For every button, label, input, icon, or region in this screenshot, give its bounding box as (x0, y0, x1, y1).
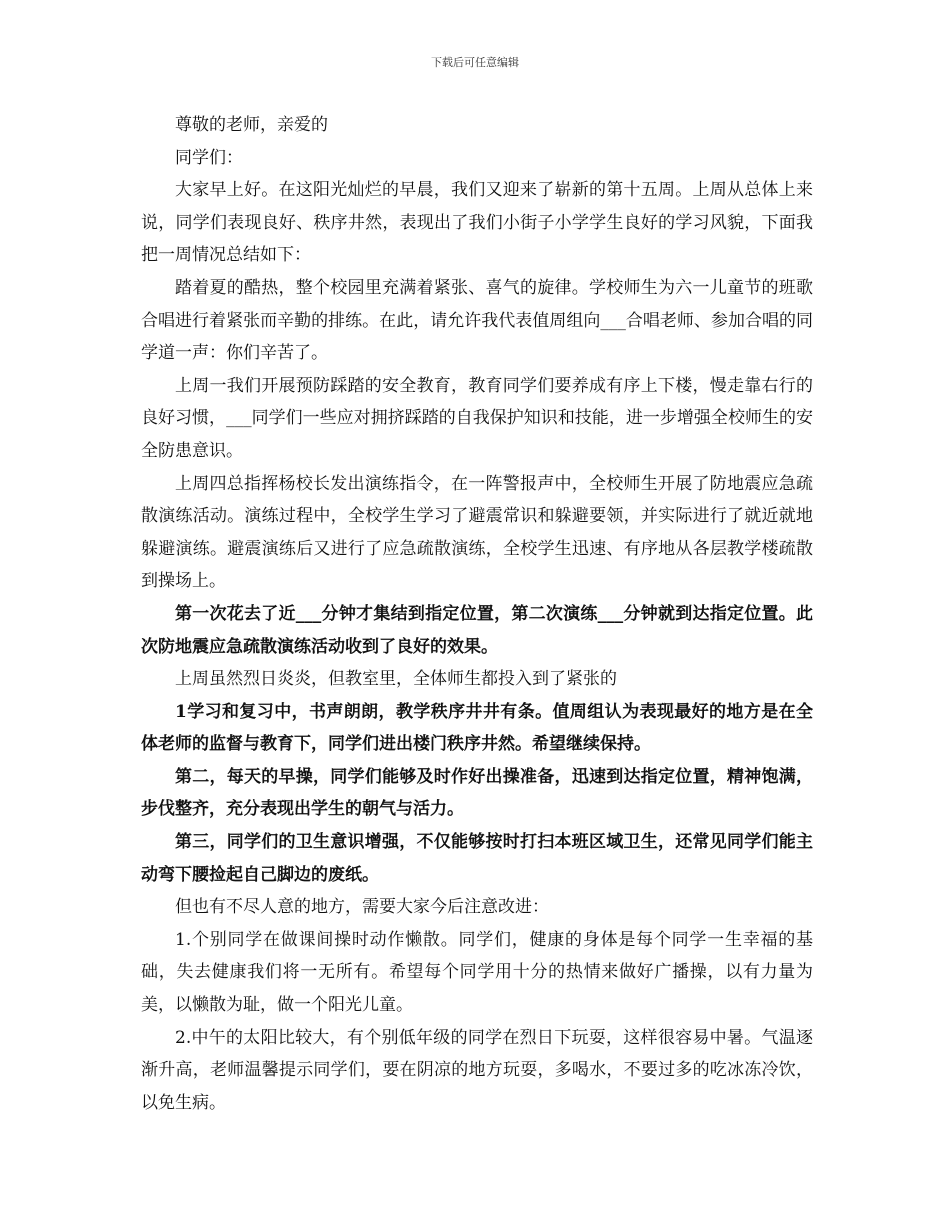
paragraph-greeting: 大家早上好。在这阳光灿烂的早晨，我们又迎来了崭新的第十五周。上周从总体上来说，同学们表现良好、秩序井然，表现出了我们小街子小学学生良好的学习风貌，下面我把一周情况总结如下： (141, 180, 813, 266)
paragraph-classroom: 上周虽然烈日炎炎，但教室里，全体师生都投入到了紧张的 (175, 669, 617, 690)
page-header: 下载后可任意编辑 (431, 56, 519, 69)
paragraph-earthquake-drill: 上周四总指挥杨校长发出演练指令，在一阵警报声中，全校师生开展了防地震应急疏散演练活动。演练过程中，全校学生学习了避震常识和躲避要领，并实际进行了就近就地躲避演练。避震演练后又进行了应急疏散演练，全校学生迅速、有序地从各层教学楼疏散到操场上。 (141, 473, 813, 592)
paragraph-study-order: 1学习和复习中，书声朗朗，教学秩序井井有条。值周组认为表现最好的地方是在全体老师的监督与教育下，同学们进出楼门秩序井然。希望继续保持。 (141, 701, 813, 755)
paragraph-salutation-2: 同学们： (175, 147, 243, 168)
paragraph-safety-education: 上周一我们开展预防踩踏的安全教育，教育同学们要养成有序上下楼，慢走靠右行的良好习惯，___同学们一些应对拥挤踩踏的自我保护知识和技能，进一步增强全校师生的安全防患意识。 (141, 375, 813, 461)
paragraph-drill-result: 第一次花去了近___分钟才集结到指定位置，第二次演练___分钟就到达指定位置。此次防地震应急疏散演练活动收到了良好的效果。 (141, 603, 813, 657)
paragraph-improvement-1: 1.个别同学在做课间操时动作懒散。同学们，健康的身体是每个同学一生幸福的基础，失去健康我们将一无所有。希望每个同学用十分的热情来做好广播操，以有力量为美，以懒散为耻，做一个阳光儿童。 (141, 929, 813, 1016)
paragraph-improvement-2: 2.中午的太阳比较大，有个别低年级的同学在烈日下玩耍，这样很容易中暑。气温逐渐升高，老师温馨提示同学们，要在阴凉的地方玩耍，多喝水，不要过多的吃冰冻冷饮，以免生病。 (141, 1027, 813, 1113)
paragraph-hygiene: 第三，同学们的卫生意识增强，不仅能够按时打扫本班区域卫生，还常见同学们能主动弯下腰捡起自己脚边的废纸。 (141, 832, 813, 885)
paragraph-rehearsal: 踏着夏的酷热，整个校园里充满着紧张、喜气的旋律。学校师生为六一儿童节的班歌合唱进行着紧张而辛勤的排练。在此，请允许我代表值周组向___合唱老师、参加合唱的同学道一声：你们辛苦了。 (141, 277, 813, 364)
paragraph-improvements-intro: 但也有不尽人意的地方，需要大家今后注意改进： (175, 897, 549, 918)
paragraph-morning-exercise: 第二，每天的早操，同学们能够及时作好出操准备，迅速到达指定位置，精神饱满，步伐整齐，充分表现出学生的朝气与活力。 (141, 766, 813, 820)
paragraph-salutation-1: 尊敬的老师，亲爱的 (175, 115, 328, 135)
document-body (141, 109, 813, 1119)
